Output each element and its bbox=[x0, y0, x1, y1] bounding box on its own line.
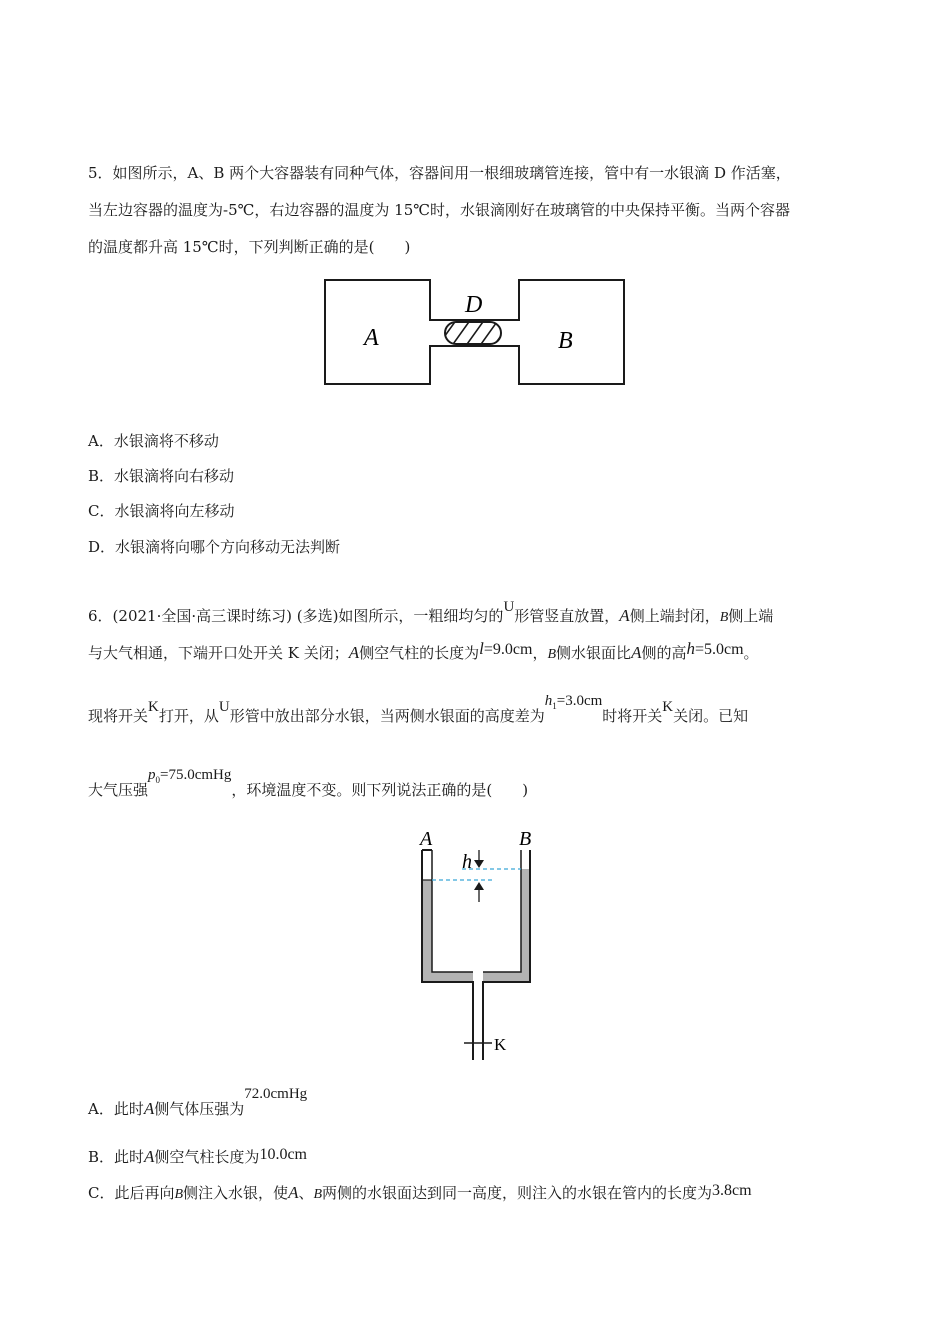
q5-figure-containers bbox=[322, 278, 628, 388]
u-symbol: U bbox=[503, 599, 515, 615]
label-a: A bbox=[364, 325, 379, 351]
label-a: A bbox=[420, 828, 433, 850]
q6-stem-line-3: 现将开关K打开，从U形管中放出部分水银，当两侧水银面的高度差为$h_1=3.0cm$时将开关K关闭。已知 bbox=[88, 693, 749, 725]
q6-option-b: B．此时A侧空气柱长度为10.0cm bbox=[88, 1146, 307, 1166]
q5-option-d: D．水银滴将向哪个方向移动无法判断 bbox=[88, 538, 341, 556]
q5-option-b: B．水银滴将向右移动 bbox=[88, 467, 235, 485]
label-h: h bbox=[462, 851, 472, 873]
q5-stem-line-3: 的温度都升高 15℃时，下列判断正确的是( ) bbox=[88, 238, 411, 256]
label-b: B bbox=[519, 828, 532, 850]
mercury-fill bbox=[422, 869, 530, 1060]
q5-option-a: A．水银滴将不移动 bbox=[88, 432, 219, 450]
q5-option-c: C．水银滴将向左移动 bbox=[88, 502, 235, 520]
arrow-up bbox=[474, 882, 484, 890]
q6-stem-line-4: 大气压强$p_0=75.0cmHg$，环境温度不变。则下列说法正确的是( ) bbox=[88, 767, 529, 799]
q6-stem-line-2: 与大气相通，下端开口处开关 K 关闭；A侧空气柱的长度为l=9.0cm，B侧水银面比A侧的高h=5.0cm。 bbox=[88, 639, 759, 662]
q6-stem-line-1: 6．(2021·全国·高三课时练习) (多选)如图所示，一粗细均匀的U形管竖直放置，A侧上端封闭，B侧上端 bbox=[88, 599, 774, 625]
q5-stem-line-1: 5．如图所示，A、B 两个大容器装有同种气体，容器间用一根细玻璃管连接，管中有一水银滴 D 作活塞， bbox=[88, 164, 791, 182]
q5-stem-line-2: 当左边容器的温度为-5℃，右边容器的温度为 15℃时，水银滴刚好在玻璃管的中央保持平衡。当两个容器 bbox=[88, 201, 791, 219]
q6-option-a: A．此时A侧气体压强为72.0cmHg bbox=[88, 1086, 308, 1118]
label-b: B bbox=[558, 328, 573, 354]
q6-figure-u-tube bbox=[412, 826, 542, 1066]
label-k: K bbox=[494, 1035, 507, 1054]
q6-option-c: C．此后再向B侧注入水银，使A、B两侧的水银面达到同一高度，则注入的水银在管内的长度为3.8cm bbox=[88, 1182, 752, 1202]
label-d: D bbox=[465, 292, 483, 318]
arrow-down bbox=[474, 860, 484, 868]
